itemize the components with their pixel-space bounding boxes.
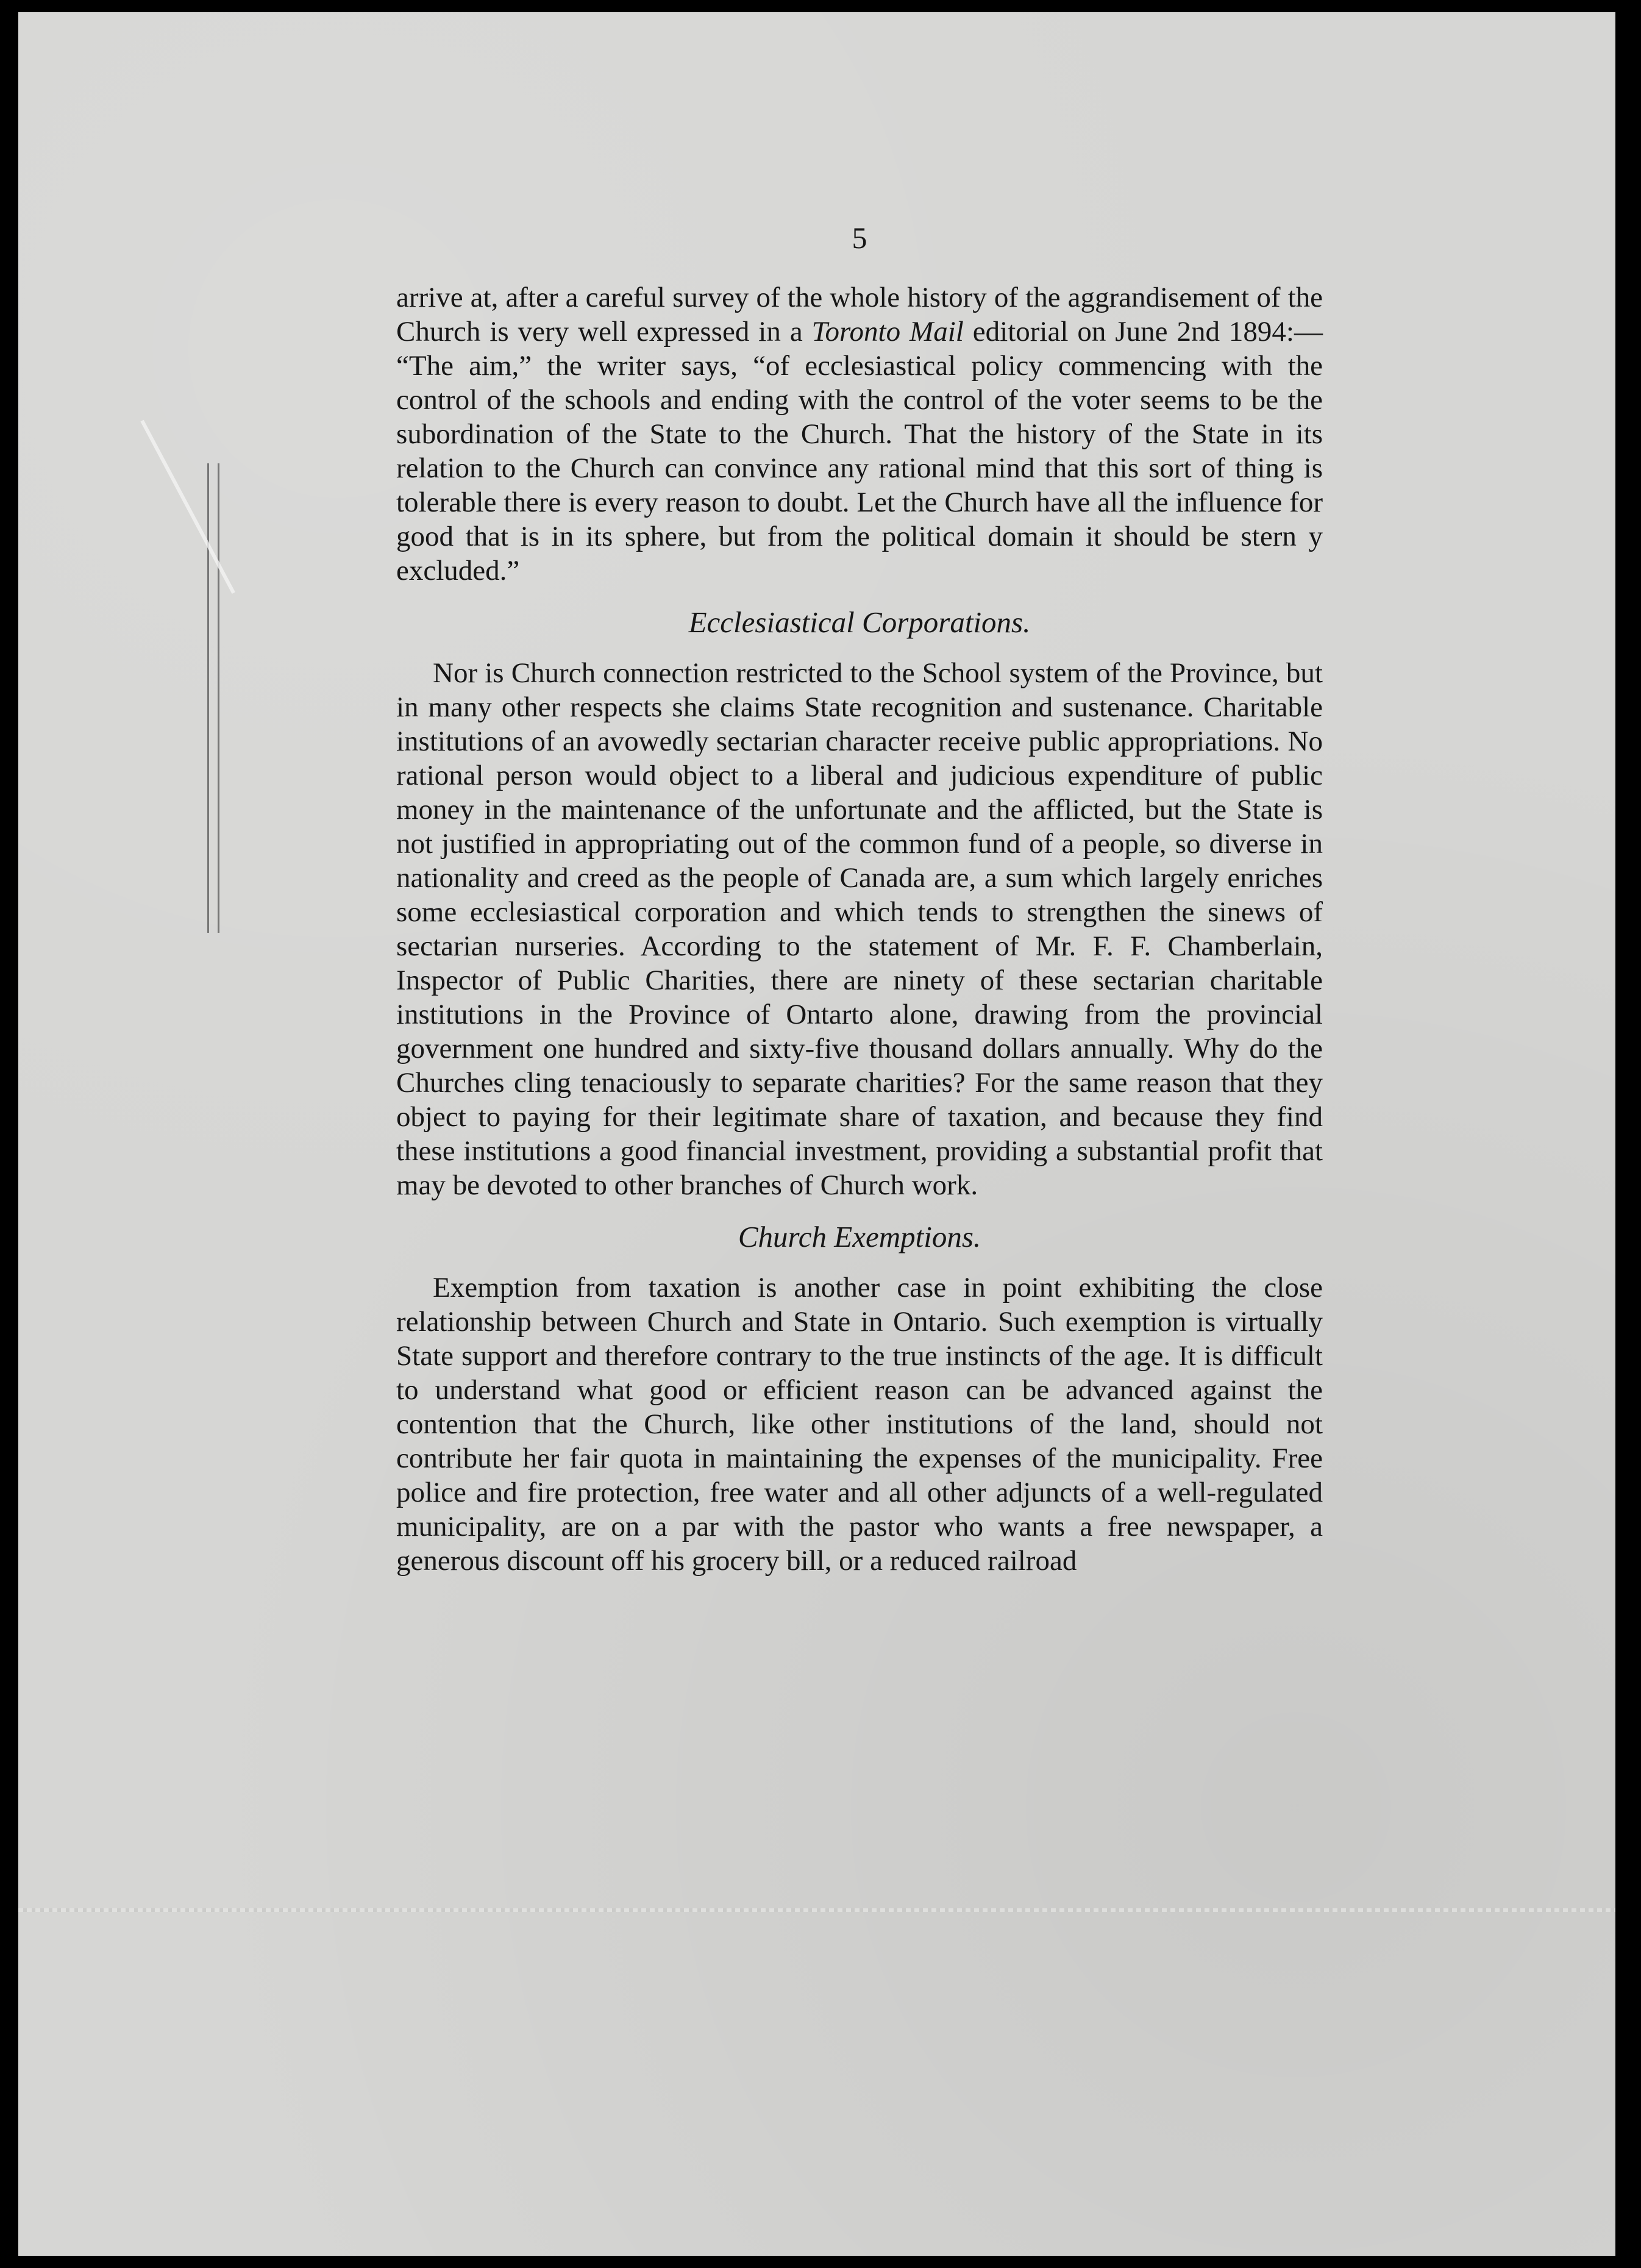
margin-scratch-mark (207, 463, 219, 933)
paragraph-intro (396, 280, 1323, 588)
paragraph-church-exemptions: Exemption from taxation is another case in point exhibiting the close relationship between Church and State in Ontario. Such exemption is virtually State support and therefore contrary to the true instincts of the age. It is difficult to understand what good or efficient reason can be advanced against the contention that the Church, like other institutions of the land, should not contribute her fair quota in maintaining the expenses of the municipality. Free police and fire protection, free water and all other adjuncts of a well-regulated municipality, are on a par with the pastor who wants a free newspaper, a generous discount off his grocery bill, or a reduced railroad (396, 1272, 1323, 1577)
section-heading-ecclesiastical-corporations: Ecclesiastical Corporations. (688, 605, 1031, 639)
page-fold-line (18, 1908, 1615, 1912)
paragraph-ecclesiastical-corporations: Nor is Church connection restricted to the School system of the Province, but in many other respects she claims State recognition and sustenance. Charitable institutions of an avowedly sectarian character receive public appropriations. No rational person would object to a liberal and judicious expenditure of public money in the maintenance of the unfortunate and the afflicted, but the State is not justified in appropriating out of the common fund of a people, so diverse in nationality and creed as the people of Canada are, a sum which largely enriches some ecclesiastical corporation and which tends to strengthen the sinews of sectarian nurseries. According to the statement of Mr. F. F. Chamberlain, Inspector of Public Charities, there are ninety of these sectarian charitable institutions in the Province of Ontarto alone, drawing from the provincial government one hundred and sixty-five thousand dollars annually. Why do the Churches cling tenaciously to separate charities? For the same reason that they object to paying for their legitimate share of taxation, and because they find these institutions a good financial investment, providing a substantial profit that may be devoted to other branches of Church work. (396, 657, 1323, 1201)
newspaper-title: Toronto Mail (811, 316, 964, 348)
margin-scratch-mark-light (140, 420, 235, 594)
page-text (396, 219, 1323, 1578)
section-heading-church-exemptions: Church Exemptions. (738, 1220, 981, 1253)
paragraph-intro-text-after: editorial on June 2nd 1894:— “The aim,” the writer says, “of ecclesiastical policy commencing with the control of the schools and ending with the control of the voter seems to be the subordination of the State to the Church. That the history of the State in its relation to the Church can convince any rational mind that this sort of thing is tolerable there is every reason to doubt. Let the Church have all the influence for good that is in its sphere, but from the political domain it should be stern y excluded.” (396, 316, 1323, 587)
scanned-page (18, 12, 1615, 2256)
page-number: 5 (852, 221, 867, 255)
paragraph-intro-text-before: arrive at, after a careful survey of the whole history of the aggrandisement of the Church is very well expressed in a (396, 282, 1323, 348)
